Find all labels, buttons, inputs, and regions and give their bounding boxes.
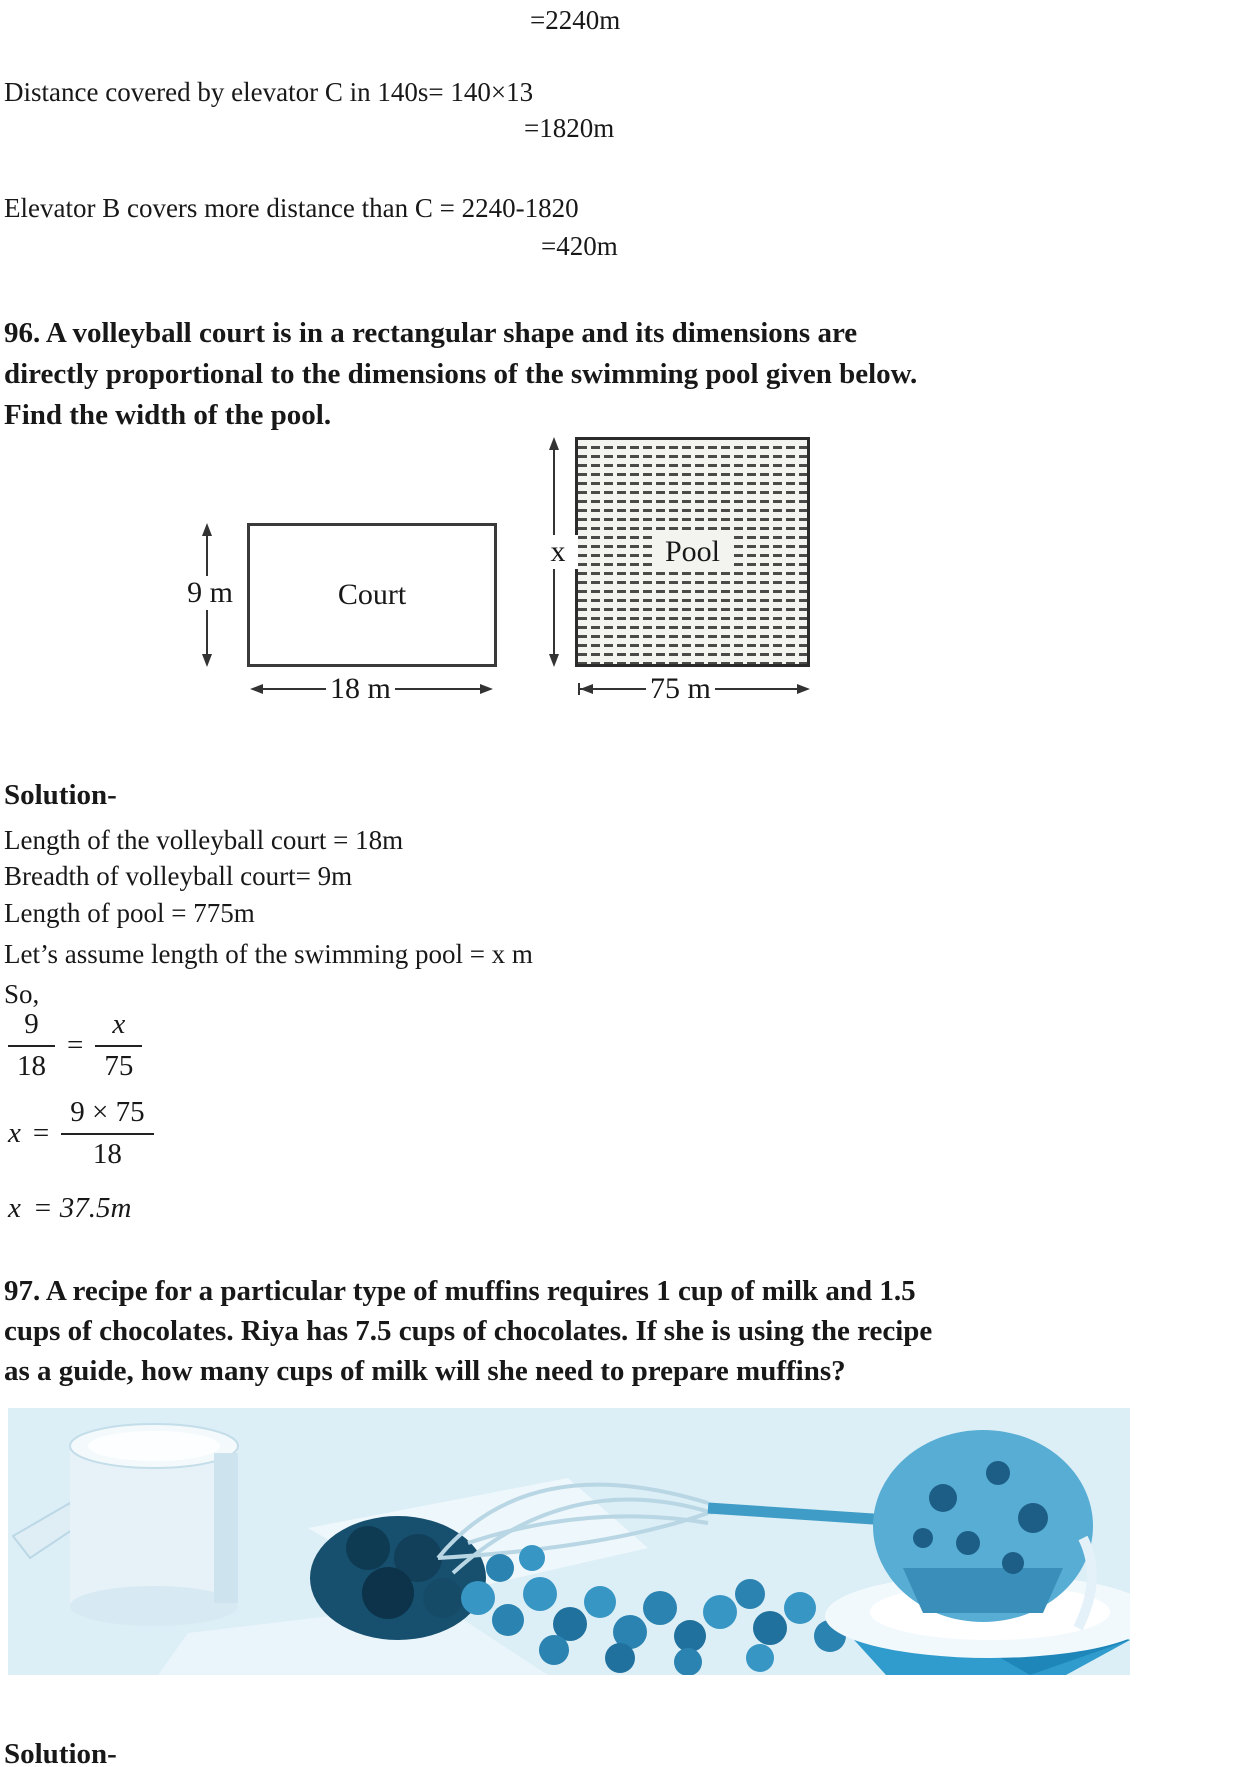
q96-solution-line-1: Length of the volleyball court = 18m xyxy=(4,825,404,855)
fraction-x-75 xyxy=(95,1008,142,1083)
pool-label: Pool xyxy=(655,534,730,570)
q97-heading-line-3: as a guide, how many cups of milk will she need to prepare muffins? xyxy=(4,1355,846,1387)
pool-height-label: x xyxy=(538,535,578,569)
fraction-9x75-18 xyxy=(61,1096,153,1171)
equation-result xyxy=(8,1192,131,1225)
variable-x: x xyxy=(8,1117,21,1149)
fraction-numerator: 9 xyxy=(24,1008,39,1040)
q96-solution-line-4: Let’s assume length of the swimming pool = x m xyxy=(4,939,533,969)
pool-width-label: 75 m xyxy=(646,672,715,706)
fraction-numerator: x xyxy=(112,1008,126,1040)
elevator-value-1820: =1820m xyxy=(524,113,615,143)
elevator-line-c: Distance covered by elevator C in 140s= 140×13 xyxy=(4,77,534,107)
equation-ratio xyxy=(8,1008,142,1083)
variable-x: x xyxy=(8,1192,21,1224)
fraction-denominator: 75 xyxy=(95,1045,142,1083)
fraction-denominator: 18 xyxy=(8,1045,55,1083)
q96-heading-line-2: directly proportional to the dimensions of the swimming pool given below. xyxy=(4,358,918,390)
court-pool-diagram xyxy=(0,430,900,730)
q96-solution-line-3: Length of pool = 775m xyxy=(4,898,255,928)
fraction-denominator: 18 xyxy=(61,1133,153,1171)
equals-sign: = xyxy=(32,1117,50,1149)
q96-heading-line-3: Find the width of the pool. xyxy=(4,399,332,431)
fraction-numerator: 9 × 75 xyxy=(70,1096,145,1128)
equation-solve-x xyxy=(8,1096,154,1171)
court-height-label: 9 m xyxy=(174,576,246,610)
elevator-line-b: Elevator B covers more distance than C = 2240-1820 xyxy=(4,193,579,223)
q96-heading-line-1: 96. A volleyball court is in a rectangular shape and its dimensions are xyxy=(4,317,858,349)
recipe-photo xyxy=(8,1408,1130,1675)
court-label: Court xyxy=(337,578,407,611)
pool-rectangle xyxy=(575,437,810,667)
q96-solution-line-2: Breadth of volleyball court= 9m xyxy=(4,861,353,891)
q97-heading-line-2: cups of chocolates. Riya has 7.5 cups of chocolates. If she is using the recipe xyxy=(4,1315,933,1347)
q97-solution-title: Solution- xyxy=(4,1738,117,1767)
q96-solution-title: Solution- xyxy=(4,779,117,811)
equals-sign: = xyxy=(67,1029,84,1061)
elevator-value-420: =420m xyxy=(541,231,618,261)
court-rectangle xyxy=(247,523,497,667)
q97-heading-line-1: 97. A recipe for a particular type of muffins requires 1 cup of milk and 1.5 xyxy=(4,1275,916,1307)
q96-solution-line-5: So, xyxy=(4,979,40,1009)
fraction-9-18 xyxy=(8,1008,55,1083)
elevator-value-2240: =2240m xyxy=(530,5,621,35)
muffin xyxy=(873,1430,1093,1622)
court-width-label: 18 m xyxy=(326,672,395,706)
result-value: = 37.5m xyxy=(32,1192,132,1224)
